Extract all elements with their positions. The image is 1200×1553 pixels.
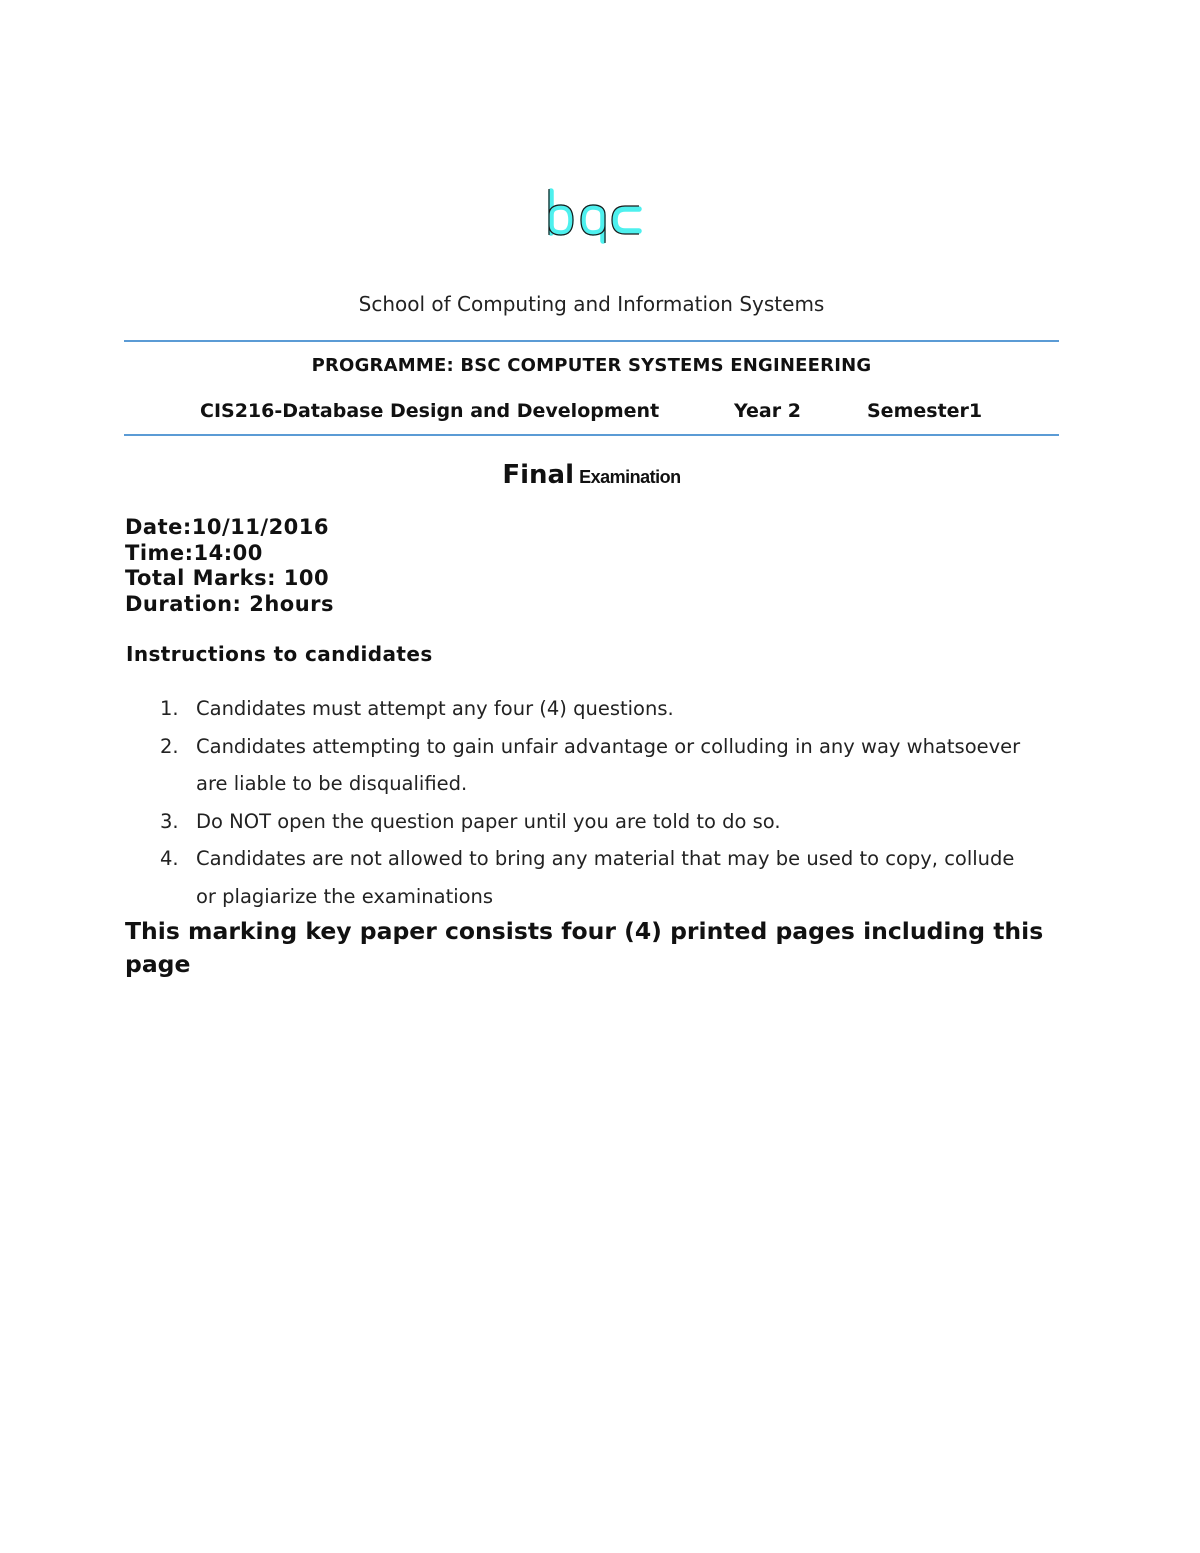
list-item <box>160 690 1040 728</box>
list-item <box>160 803 1040 841</box>
school-name: School of Computing and Information Systems <box>358 292 825 316</box>
header-divider-bottom <box>124 434 1059 436</box>
exam-total-marks: Total Marks: 100 <box>125 566 330 590</box>
list-item-text: Candidates must attempt any four (4) questions. <box>196 697 674 720</box>
list-item <box>160 728 1040 803</box>
programme-title: PROGRAMME: BSC COMPUTER SYSTEMS ENGINEERING <box>311 355 872 376</box>
exam-title-main: Final <box>502 460 574 490</box>
semester-label: Semester1 <box>867 400 983 422</box>
exam-details <box>125 515 334 617</box>
instructions-list <box>160 690 1040 915</box>
list-item-number: 4. <box>160 847 179 870</box>
page-count-note: This marking key paper consists four (4) printed pages including this page <box>125 917 1044 978</box>
list-item-number: 2. <box>160 734 179 758</box>
exam-duration: Duration: 2hours <box>125 591 335 616</box>
logo-letter-c <box>615 209 639 231</box>
logo-letter-b <box>551 191 571 233</box>
exam-date: Date:10/11/2016 <box>125 515 330 539</box>
list-item-number: 3. <box>160 809 179 833</box>
logo-letter-q <box>583 207 603 241</box>
course-code-title: CIS216-Database Design and Development <box>200 400 660 422</box>
list-item-text: Candidates attempting to gain unfair advantage or colluding in any way whatsoever are liable to be disqualified. <box>196 734 1021 795</box>
header-divider-top <box>124 340 1059 342</box>
year-label: Year 2 <box>734 400 801 422</box>
list-item <box>160 840 1040 915</box>
institution-logo <box>541 185 645 247</box>
list-item-text: Candidates are not allowed to bring any material that may be used to copy, collude or plagiarize the examinations <box>196 847 1015 908</box>
list-item-text: Do NOT open the question paper until you are told to do so. <box>196 809 781 833</box>
exam-time: Time:14:00 <box>125 540 263 565</box>
list-item-number: 1. <box>160 697 179 720</box>
instructions-heading: Instructions to candidates <box>126 642 433 666</box>
exam-title <box>0 460 1183 490</box>
exam-title-sub: Examination <box>579 467 681 487</box>
